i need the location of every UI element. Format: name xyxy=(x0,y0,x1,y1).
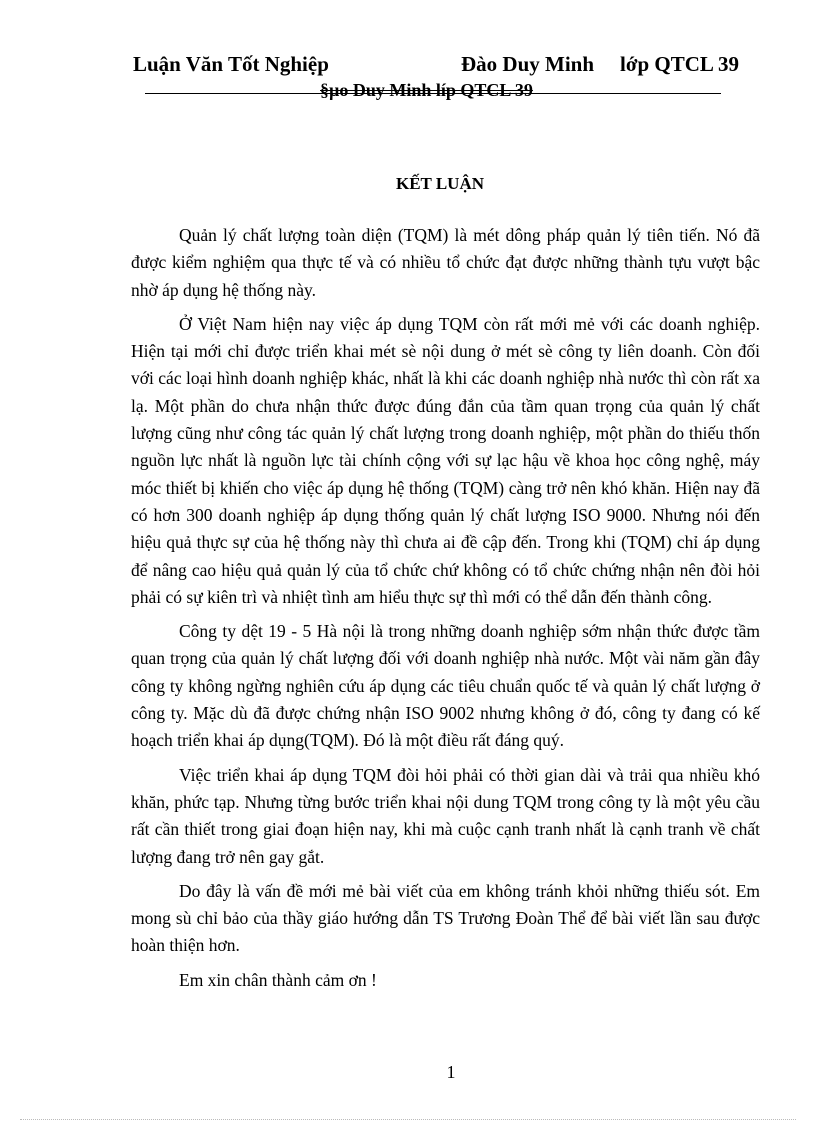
page-number: 1 xyxy=(446,1062,456,1082)
header-rule xyxy=(145,80,721,104)
paragraph: Ở Việt Nam hiện nay việc áp dụng TQM còn rất mới mẻ với các doanh nghiệp. Hiện tại mới chỉ được triển khai mét sè nội dung ở mét sè công ty liên doanh. Còn đối với các loại hình doanh nghiệp khác, nhất là khi các doanh nghiệp nhà nước thì còn rất xa lạ. Một phần do chưa nhận thức được đúng đắn của tầm quan trọng của quản lý chất lượng cũng như công tác quản lý chất lượng trong doanh nghiệp, một phần do thiếu thốn nguồn lực nhất là nguồn lực tài chính cộng với sự lạc hậu về khoa học công nghệ, máy móc thiết bị khiến cho việc áp dụng hệ thống (TQM) càng trở nên khó khăn. Hiện nay đã có hơn 300 doanh nghiệp áp dụng thống quản lý chất lượng ISO 9000. Nhưng nói đến hiệu quả thực sự của hệ thống này thì chưa ai đề cập đến. Trong khi (TQM) chỉ áp dụng để nâng cao hiệu quả quản lý của tổ chức chứ không có tổ chức chứng nhận nên đòi hỏi phải có sự kiên trì và nhiệt tình am hiểu thực sự thì mới có thể dẫn đến thành công. xyxy=(131,313,760,607)
thesis-title: Luận Văn Tốt Nghiệp xyxy=(133,52,329,76)
page-header xyxy=(0,52,816,80)
class-name: lớp QTCL 39 xyxy=(620,52,739,76)
footer-divider xyxy=(20,1119,796,1120)
author-name: Đào Duy Minh xyxy=(461,52,595,76)
paragraph: Công ty dệt 19 - 5 Hà nội là trong những doanh nghiệp sớm nhận thức được tầm quan trọng của quản lý chất lượng đối với doanh nghiệp nhà nước. Một vài năm gần đây công ty không ngừng nghiên cứu áp dụng các tiêu chuẩn quốc tế và quản lý chất lượng ở công ty. Mặc dù đã được chứng nhận ISO 9002 nhưng không ở đó, công ty đang có kế hoạch triển khai áp dụng(TQM). Đó là một điều rất đáng quý. xyxy=(131,621,760,751)
paragraph: Quản lý chất lượng toàn diện (TQM) là mét dông pháp quản lý tiên tiến. Nó đã được kiểm nghiệm qua thực tế và có nhiều tổ chức đạt được những thành tựu vượt bậc nhờ áp dụng hệ thống này. xyxy=(131,225,760,300)
paragraph: Việc triển khai áp dụng TQM đòi hỏi phải có thời gian dài và trải qua nhiều khó khăn, phức tạp. Nhưng từng bước triển khai nội dung TQM trong công ty là một yêu cầu rất cần thiết trong giai đoạn hiện nay, khi mà cuộc cạnh tranh nhất là cạnh tranh về chất lượng đang trở nên gay gắt. xyxy=(131,764,760,867)
header-ghost-text: §µo Duy Minh líp QTCL 39 xyxy=(320,80,533,100)
document-body xyxy=(131,222,760,1001)
closing-line: Em xin chân thành cảm ơn ! xyxy=(179,969,377,990)
page-title: KẾT LUẬN xyxy=(395,174,484,193)
paragraph: Do đây là vấn đề mới mẻ bài viết của em không tránh khỏi những thiếu sót. Em mong sù chỉ bảo của thầy giáo hướng dẫn TS Trương Đoàn Thể để bài viết lần sau được hoàn thiện hơn. xyxy=(131,880,760,956)
